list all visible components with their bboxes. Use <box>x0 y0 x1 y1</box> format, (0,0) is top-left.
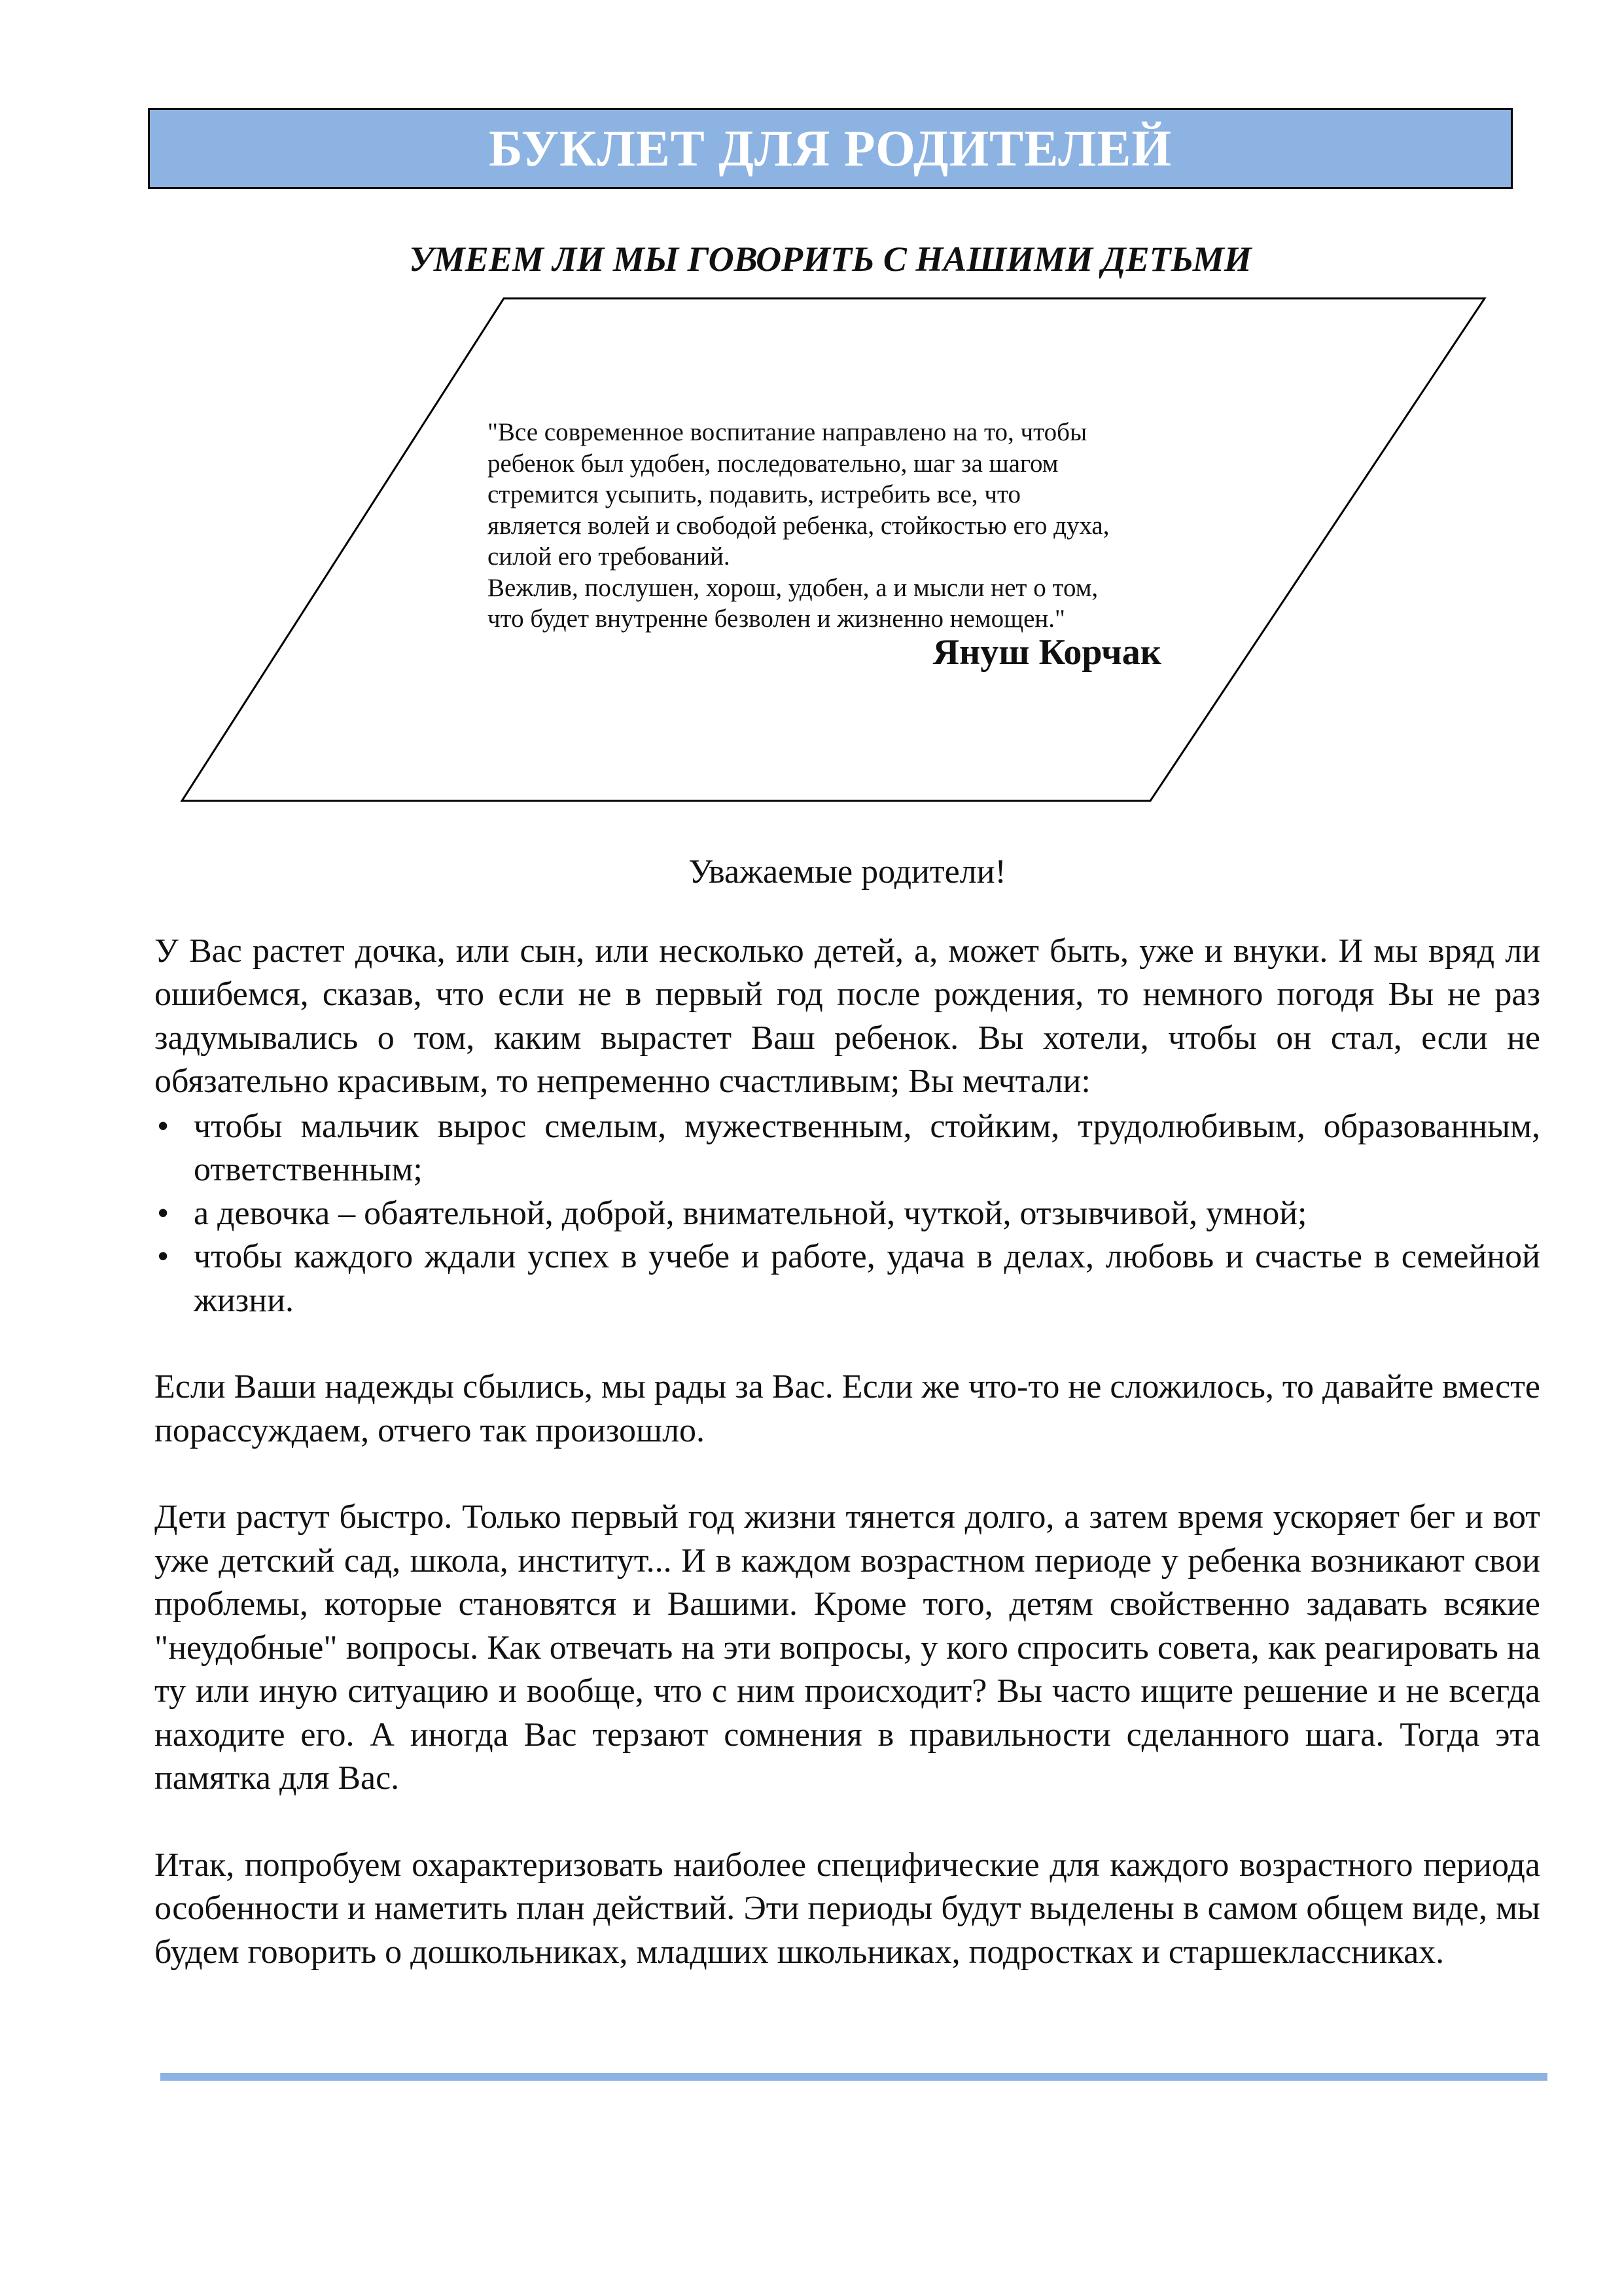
title-banner <box>148 108 1513 189</box>
bullet-icon: • <box>157 1194 169 1232</box>
quote-line: стремится усыпить, подавить, истребить все, что <box>487 480 1021 508</box>
quote-line: что будет внутренне безволен и жизненно немощен." <box>487 605 1065 633</box>
growth-paragraph: Дети растут быстро. Только первый год жизни тянется долго, а затем время ускоряет бег и вот уже детский сад, школа, институт... И в каждом возрастном периоде у ребенка возникают свои проблемы, которые становятся и Вашими. Кроме того, детям свойственно задавать всякие "неудобные" вопросы. Как отвечать на эти вопросы, у кого спросить совета, как реагировать на ту или иную ситуацию и вообще, что с ним происходит? Вы часто ищите решение и не всегда находите его. А иногда Вас терзают сомнения в правильности сделанного шага. Тогда эта памятка для Вас. <box>154 1498 1540 1797</box>
quote-text <box>487 417 1188 635</box>
bottom-divider <box>160 2073 1547 2081</box>
wishes-list <box>154 1105 1540 1323</box>
body-text <box>154 851 1540 1974</box>
intro-paragraph: У Вас растет дочка, или сын, или несколько детей, а, может быть, уже и внуки. И мы вряд ли ошибемся, сказав, что если не в первый год после рождения, то немного погодя Вы не раз задумывались о том, каким вырастет Ваш ребенок. Вы хотели, чтобы он стал, если не обязательно красивым, то непременно счастливым; Вы мечтали: <box>154 932 1540 1100</box>
list-item <box>154 1192 1540 1236</box>
list-item <box>154 1235 1540 1322</box>
list-item-text: чтобы мальчик вырос смелым, мужественным, стойким, трудолюбивым, образованным, ответственным; <box>194 1107 1540 1188</box>
spacer <box>154 1322 1540 1366</box>
list-item-text: чтобы каждого ждали успех в учебе и работе, удача в делах, любовь и счастье в семейной жизни. <box>194 1238 1540 1319</box>
page-title: БУКЛЕТ ДЛЯ РОДИТЕЛЕЙ <box>488 120 1173 177</box>
list-item-text: а девочка – обаятельной, доброй, внимательной, чуткой, отзывчивой, умной; <box>194 1194 1307 1232</box>
quote-line: силой его требований. <box>487 542 730 571</box>
quote-line: является волей и свободой ребенка, стойкостью его духа, <box>487 511 1110 540</box>
hopes-paragraph: Если Ваши надежды сбылись, мы рады за Вас. Если же что-то не сложилось, то давайте вместе порассуждаем, отчего так произошло. <box>154 1368 1540 1449</box>
spacer <box>154 1801 1540 1844</box>
plan-paragraph: Итак, попробуем охарактеризовать наиболее специфические для каждого возрастного периода особенности и наметить план действий. Эти периоды будут выделены в самом общем виде, мы будем говорить о дошкольниках, младших школьниках, подростках и старшеклассниках. <box>154 1846 1540 1971</box>
list-item <box>154 1105 1540 1192</box>
quote-line: Вежлив, послушен, хорош, удобен, а и мысли нет о том, <box>487 573 1099 602</box>
bullet-icon: • <box>157 1238 169 1275</box>
quote-author: Януш Корчак <box>932 632 1161 673</box>
spacer <box>154 1453 1540 1496</box>
greeting: Уважаемые родители! <box>688 853 1006 891</box>
page-subtitle: УМЕЕМ ЛИ МЫ ГОВОРИТЬ С НАШИМИ ДЕТЬМИ <box>409 239 1252 279</box>
quote-line: "Все современное воспитание направлено на то, чтобы <box>487 418 1087 446</box>
bullet-icon: • <box>157 1107 169 1145</box>
quote-line: ребенок был удобен, последовательно, шаг за шагом <box>487 449 1059 478</box>
